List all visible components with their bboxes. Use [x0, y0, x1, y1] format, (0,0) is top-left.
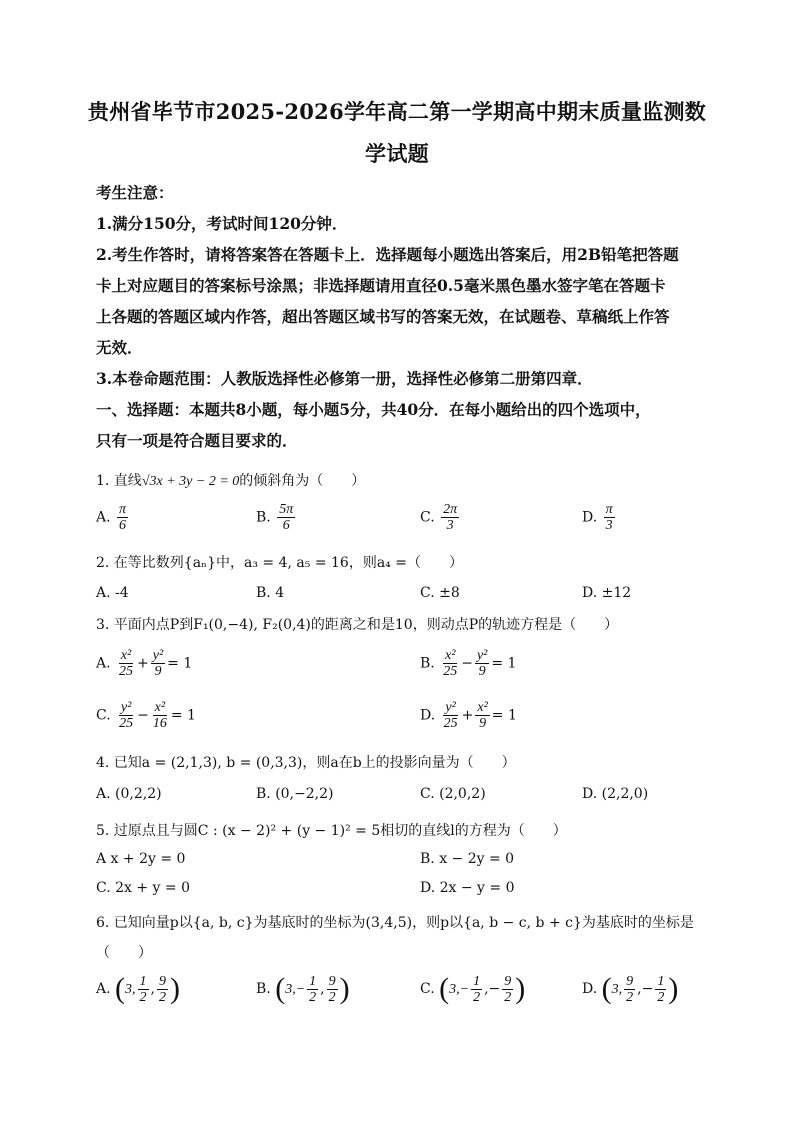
notice-item-3: 3.本卷命题范围：人教版选择性必修第一册，选择性必修第二册第四章． — [96, 369, 593, 388]
fraction: $\frac{\pi}{3}$ — [605, 502, 613, 533]
fraction: $\frac{9}{2}$ — [158, 973, 166, 1005]
exam-title-line2: 学试题 — [365, 141, 429, 166]
option-label: D. — [582, 981, 598, 997]
fraction: $\frac{\text{x²}}{25}$ — [119, 648, 134, 679]
q4-option-a[interactable]: A. (0,2,2) — [96, 786, 162, 802]
notice-heading: 考生注意： — [96, 183, 174, 202]
question-5-stem: 5. 过原点且与圆C : (x − 2)² + (y − 1)² = 5相切的直线l的方程为（ ） — [96, 823, 567, 839]
question-1-suffix: 的倾斜角为（ ） — [239, 473, 366, 489]
notice-item-2-line1: 2.考生作答时，请将答案答在答题卡上．选择题每小题选出答案后，用2B铅笔把答题 — [96, 245, 679, 264]
fraction: $\frac{\text{x²}}{9}$ — [477, 700, 488, 731]
question-1-equation: √3x + 3y − 2 = 0 — [141, 474, 240, 489]
q3-option-c[interactable]: C. $\frac{\text{y²}}{25}$ − $\frac{\text{x²}}{16}$ = 1 — [96, 700, 196, 731]
question-3-stem: 3. 平面内点P到F₁(0,−4), F₂(0,4)的距离之和是10，则动点P的轨迹方程是（ ） — [96, 617, 619, 633]
q5-option-a[interactable]: A x + 2y = 0 — [96, 851, 186, 867]
option-label: D. — [582, 509, 598, 526]
option-label: C. — [96, 707, 111, 724]
option-label: B. — [256, 509, 271, 526]
fraction: $\frac{\text{y²}}{9}$ — [476, 648, 488, 679]
q2-option-b[interactable]: B. 4 — [256, 585, 285, 601]
option-label: C. — [420, 981, 435, 997]
q1-option-d[interactable] — [582, 502, 617, 533]
fraction: $\frac{2\pi}{3}$ — [443, 502, 458, 533]
option-label: B. — [256, 981, 271, 997]
fraction: $\frac{\text{y²}}{25}$ — [119, 700, 134, 731]
option-label: A. — [96, 981, 111, 997]
option-label: A. — [96, 655, 111, 672]
q5-option-b[interactable]: B. x − 2y = 0 — [420, 851, 515, 867]
section-1-heading-line2: 只有一项是符合题目要求的． — [96, 431, 298, 450]
question-4-stem: 4. 已知a = (2,1,3), b = (0,3,3)，则a在b上的投影向量为（ ） — [96, 755, 516, 771]
question-2-stem: 2. 在等比数列{aₙ}中，a₃ = 4, a₅ = 16，则a₄ =（ ） — [96, 555, 463, 571]
option-label: C. — [420, 509, 435, 526]
q2-option-d[interactable]: D. ±12 — [582, 585, 632, 601]
notice-item-2-line2: 卡上对应题目的答案标号涂黑；非选择题请用直径0.5毫米黑色墨水签字笔在答题卡 — [96, 276, 666, 295]
option-label: B. — [420, 655, 435, 672]
q5-option-d[interactable]: D. 2x − y = 0 — [420, 880, 515, 896]
notice-item-2-line3: 上各题的答题区域内作答，超出答题区域书写的答案无效，在试题卷、草稿纸上作答 — [96, 307, 670, 326]
fraction: $\frac{9}{2}$ — [504, 973, 512, 1005]
q5-option-c[interactable]: C. 2x + y = 0 — [96, 880, 190, 896]
q6-option-a[interactable]: A. (3, $\frac{1}{2}$ , $\frac{9}{2}$ ) — [96, 972, 180, 1005]
fraction: $\frac{\text{x²}}{25}$ — [443, 648, 458, 679]
section-1-heading-line1: 一、选择题：本题共8小题，每小题5分，共40分．在每小题给出的四个选项中， — [96, 400, 651, 419]
fraction: $\frac{9}{2}$ — [626, 973, 634, 1005]
exam-title-line1: 贵州省毕节市2025-2026学年高二第一学期高中期末质量监测数 — [87, 99, 707, 124]
question-1-prefix: 1. 直线 — [96, 473, 142, 489]
fraction: $\frac{9}{2}$ — [328, 973, 336, 1005]
q6-option-b[interactable]: B. (3,− $\frac{1}{2}$ , $\frac{9}{2}$ ) — [256, 972, 350, 1005]
notice-item-2-line4: 无效． — [96, 338, 143, 357]
q3-option-a[interactable]: A. $\frac{\text{x²}}{25}$ + $\frac{\text{y²}}{9}$ = 1 — [96, 648, 193, 679]
q4-option-b[interactable]: B. (0,−2,2) — [256, 786, 334, 802]
option-label: D. — [420, 707, 436, 724]
q4-option-c[interactable]: C. (2,0,2) — [420, 786, 486, 802]
fraction: $\frac{\text{y²}}{25}$ — [443, 700, 458, 731]
q6-option-c[interactable]: C. (3,− $\frac{1}{2}$ ,− $\frac{9}{2}$ ) — [420, 972, 526, 1005]
fraction: $\frac{\text{x²}}{16}$ — [152, 700, 167, 731]
fraction: $\frac{1}{2}$ — [309, 973, 317, 1005]
fraction: $\frac{1}{2}$ — [657, 973, 665, 1005]
q3-option-b[interactable]: B. $\frac{\text{x²}}{25}$ − $\frac{\text{y²}}{9}$ = 1 — [420, 648, 517, 679]
q1-option-b[interactable] — [256, 502, 297, 533]
question-6-stem-line2: （ ） — [96, 945, 152, 961]
fraction: $\frac{\pi}{6}$ — [119, 502, 127, 533]
question-6-stem-line1: 6. 已知向量p以{a, b, c}为基底时的坐标为(3,4,5)，则p以{a, b − c, b + c}为基底时的坐标是 — [96, 915, 694, 931]
fraction: $\frac{1}{2}$ — [139, 973, 147, 1005]
fraction: $\frac{5\pi}{6}$ — [279, 502, 294, 533]
fraction: $\frac{\text{y²}}{9}$ — [152, 648, 164, 679]
q4-option-d[interactable]: D. (2,2,0) — [582, 786, 649, 802]
q1-option-a[interactable] — [96, 502, 130, 533]
option-label: A. — [96, 509, 111, 526]
fraction: $\frac{1}{2}$ — [473, 973, 481, 1005]
q6-option-d[interactable]: D. (3, $\frac{9}{2}$ ,− $\frac{1}{2}$ ) — [582, 972, 679, 1005]
q2-option-a[interactable]: A. -4 — [96, 585, 129, 601]
question-1-stem — [96, 470, 365, 490]
notice-item-1: 1.满分150分，考试时间120分钟． — [96, 214, 348, 233]
q1-option-c[interactable] — [420, 502, 461, 533]
q3-option-d[interactable]: D. $\frac{\text{y²}}{25}$ + $\frac{\text{x²}}{9}$ = 1 — [420, 700, 517, 731]
q2-option-c[interactable]: C. ±8 — [420, 585, 460, 601]
